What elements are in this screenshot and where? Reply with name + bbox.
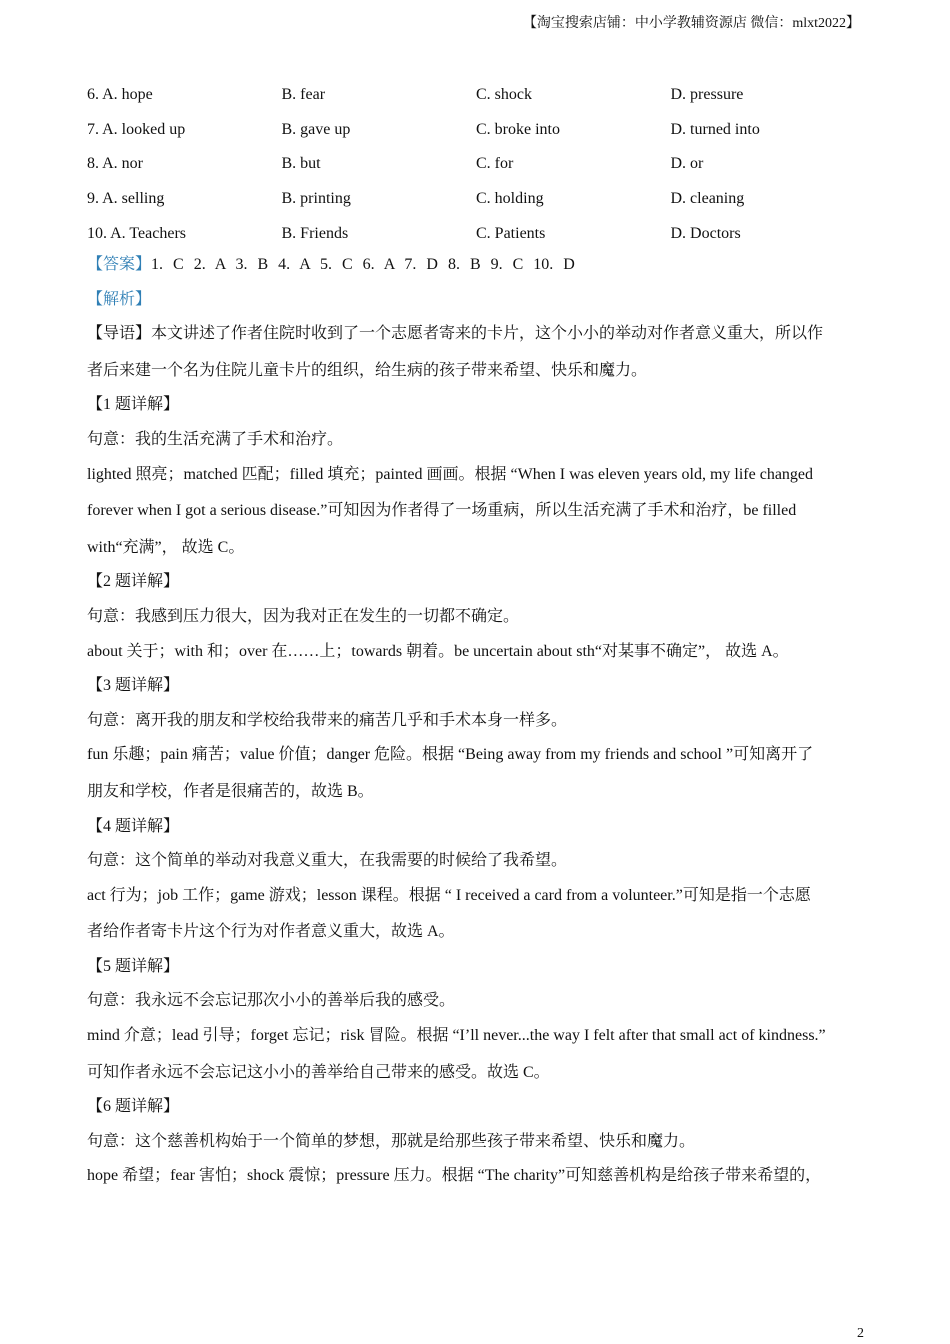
options-row-6 (87, 78, 867, 113)
option-b: B. fear (281, 86, 326, 104)
option-a: 6. A. hope (87, 86, 153, 104)
option-a: 10. A. Teachers (87, 224, 187, 242)
option-d: D. Doctors (670, 224, 741, 242)
detail-meaning: 句意：我的生活充满了手术和治疗。 (87, 430, 344, 448)
intro-line: 者后来建一个名为住院儿童卡片的组织，给生病的孩子带来希望、快乐和魔力。 (87, 361, 648, 379)
page-header: 【淘宝搜索店铺：中小学教辅资源店 微信：mlxt2022】 (522, 16, 860, 31)
answer-line (87, 248, 867, 283)
answer-label: 【答案】 (87, 256, 152, 273)
detail-meaning: 句意：我永远不会忘记那次小小的善举后我的感受。 (87, 992, 456, 1010)
detail-title: 【4 题详解】 (87, 817, 180, 835)
detail-title: 【5 题详解】 (87, 957, 180, 975)
detail-line: mind 介意；lead 引导；forget 忘记；risk 冒险。根据 “I’ll never...the way I felt after that small act of kindness.” (87, 1027, 826, 1045)
options-row-7 (87, 113, 867, 148)
detail-line: about 关于；with 和；over 在……上；towards 朝着。be uncertain about sth“对某事不确定”， 故选 A。 (87, 642, 789, 660)
intro-line: 【导语】本文讲述了作者住院时收到了一个志愿者寄来的卡片，这个小小的举动对作者意义重大，所以作 (87, 325, 824, 343)
detail-meaning: 句意：这个简单的举动对我意义重大，在我需要的时候给了我希望。 (87, 852, 568, 870)
option-d: D. cleaning (670, 190, 745, 208)
explanation-body (87, 248, 867, 1194)
option-a: 8. A. nor (87, 155, 144, 173)
option-d: D. or (670, 155, 704, 173)
detail-title: 【1 题详解】 (87, 396, 180, 414)
options-row-9 (87, 182, 867, 217)
detail-meaning: 句意：我感到压力很大，因为我对正在发生的一切都不确定。 (87, 607, 520, 625)
option-c: C. shock (476, 86, 532, 104)
detail-meaning: 句意：这个慈善机构始于一个简单的梦想，那就是给那些孩子带来希望、快乐和魔力。 (87, 1132, 696, 1150)
answer-value: 1. C 2. A 3. B 4. A 5. C 6. A 7. D 8. B 9. C 10. D (151, 256, 575, 273)
detail-title: 【6 题详解】 (87, 1098, 180, 1116)
option-a: 9. A. selling (87, 190, 165, 208)
option-c: C. broke into (476, 120, 560, 138)
page-number: 2 (857, 1326, 864, 1341)
analysis-label: 【解析】 (87, 290, 152, 308)
options-table (87, 78, 867, 251)
detail-title: 【2 题详解】 (87, 573, 180, 591)
detail-line: 可知作者永远不会忘记这小小的善举给自己带来的感受。故选 C。 (87, 1063, 550, 1081)
detail-line: act 行为；job 工作；game 游戏；lesson 课程。根据 “ I received a card from a volunteer.”可知是指一个志愿 (87, 886, 811, 904)
option-c: C. for (476, 155, 514, 173)
option-d: D. pressure (670, 86, 744, 104)
option-a: 7. A. looked up (87, 120, 186, 138)
option-b: B. printing (281, 190, 351, 208)
detail-line: 者给作者寄卡片这个行为对作者意义重大，故选 A。 (87, 923, 455, 941)
option-b: B. Friends (281, 224, 349, 242)
option-c: C. holding (476, 190, 544, 208)
detail-line: fun 乐趣；pain 痛苦；value 价值；danger 危险。根据 “Being away from my friends and school ”可知离开了 (87, 746, 814, 764)
detail-line: hope 希望；fear 害怕；shock 震惊；pressure 压力。根据 “The charity”可知慈善机构是给孩子带来希望的， (87, 1167, 822, 1185)
detail-line: 朋友和学校，作者是很痛苦的，故选 B。 (87, 782, 374, 800)
detail-meaning: 句意：离开我的朋友和学校给我带来的痛苦几乎和手术本身一样多。 (87, 711, 568, 729)
detail-line: with“充满”， 故选 C。 (87, 538, 245, 556)
option-b: B. gave up (281, 120, 351, 138)
option-d: D. turned into (670, 120, 760, 138)
options-row-10 (87, 216, 867, 251)
option-c: C. Patients (476, 224, 546, 242)
option-b: B. but (281, 155, 321, 173)
detail-title: 【3 题详解】 (87, 677, 180, 695)
options-row-8 (87, 147, 867, 182)
detail-line: forever when I got a serious disease.”可知因为作者得了一场重病，所以生活充满了手术和治疗，be filled (87, 502, 797, 520)
detail-line: lighted 照亮；matched 匹配；filled 填充；painted 画画。根据 “When I was eleven years old, my life changed (87, 465, 814, 483)
